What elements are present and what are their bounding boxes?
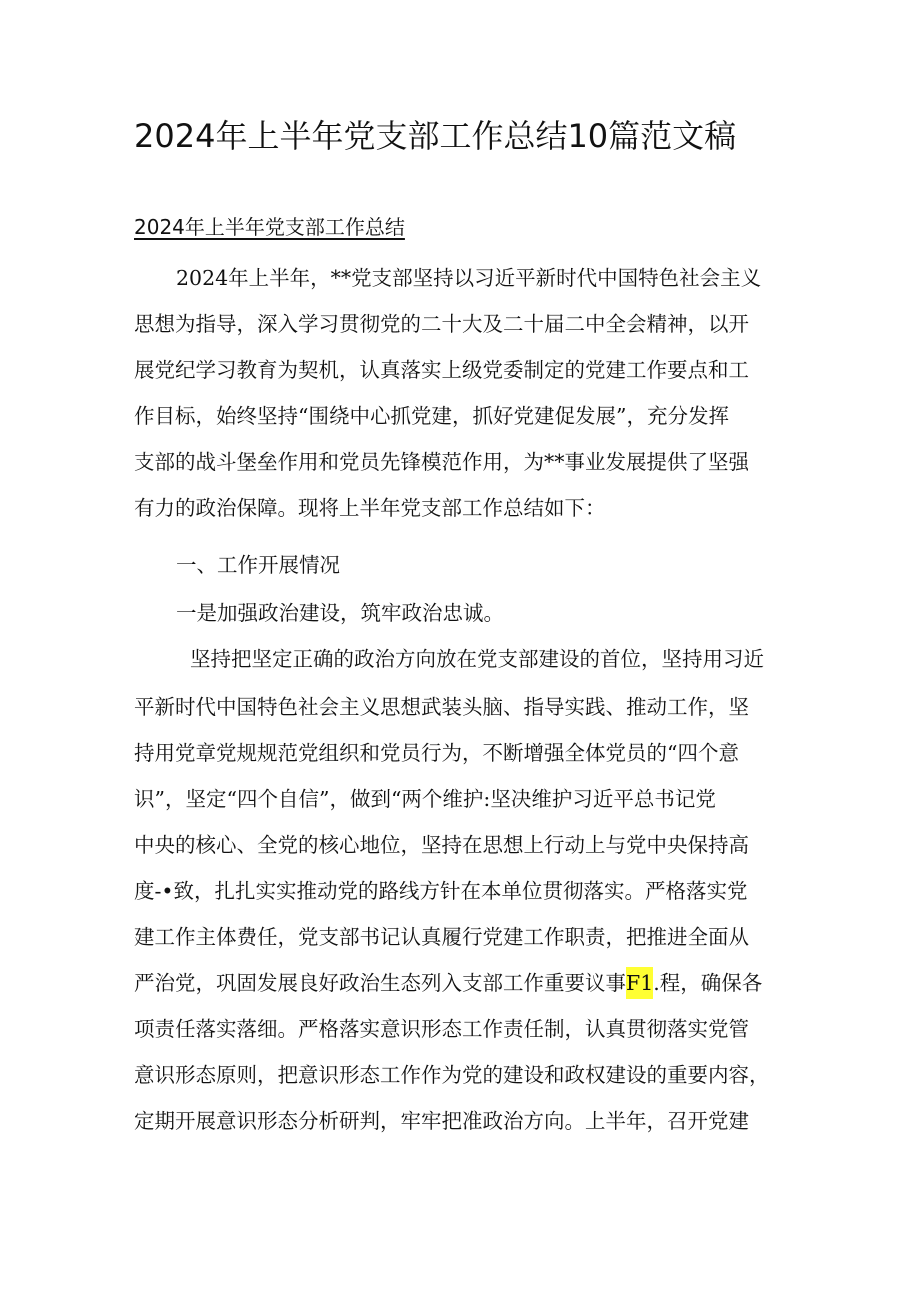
- text-line-16-tail: .程，确保各: [653, 971, 763, 995]
- text-line-3: 展党纪学习教育为契机，认真落实上级党委制定的党建工作要点和工: [134, 358, 749, 382]
- text-line-12: 识”，坚定“四个自信”，做到“两个维护:坚决维护习近平总书记党: [134, 787, 716, 811]
- text-line-10: 平新时代中国特色社会主义思想武装头脑、指导实践、推动工作，坚: [134, 695, 749, 719]
- subsection-heading: 一是加强政治建设，筑牢政治忠诚。: [176, 601, 504, 625]
- text-line-11: 持用党章党规规范党组织和党员行为，不断增强全体党员的“四个意: [134, 741, 739, 765]
- section-heading: 一、工作开展情况: [176, 553, 340, 577]
- text-line-1: 2024年上半年，**党支部坚持以习近平新时代中国特色社会主义: [176, 266, 762, 290]
- text-line-2: 思想为指导，深入学习贯彻党的二十大及二十届二中全会精神，以开: [134, 312, 749, 336]
- text-line-16-main: 严治党，巩固发展良好政治生态列入支部工作重要议事: [134, 971, 626, 995]
- document-title: 2024年上半年党支部工作总结10篇范文稿: [134, 117, 737, 155]
- text-line-4: 作目标，始终坚持“围绕中心抓党建，抓好党建促发展”，充分发挥: [134, 404, 729, 428]
- text-line-9: 坚持把坚定正确的政治方向放在党支部建设的首位，坚持用习近: [190, 647, 764, 671]
- text-line-15: 建工作主体费任，党支部书记认真履行党建工作职责，把推进全面从: [134, 925, 749, 949]
- section-subtitle: 2024年上半年党支部工作总结: [134, 215, 405, 239]
- text-line-6: 有力的政治保障。现将上半年党支部工作总结如下：: [134, 496, 606, 520]
- highlight-mark: F1: [626, 967, 653, 999]
- text-line-13: 中央的核心、全党的核心地位，坚持在思想上行动上与党中央保持高: [134, 833, 749, 857]
- text-line-19: 定期开展意识形态分析研判，牢牢把准政治方向。上半年，召开党建: [134, 1109, 749, 1133]
- text-line-18: 意识形态原则，把意识形态工作作为党的建设和政权建设的重要内容，: [134, 1063, 770, 1087]
- text-line-17: 项责任落实落细。严格落实意识形态工作责任制，认真贯彻落实党管: [134, 1017, 749, 1041]
- text-line-16: [134, 960, 794, 1006]
- text-line-14: 度-•致，扎扎实实推动党的路线方针在本单位贯彻落实。严格落实党: [134, 879, 748, 903]
- text-line-5: 支部的战斗堡垒作用和党员先锋模范作用，为**事业发展提供了坚强: [134, 450, 749, 474]
